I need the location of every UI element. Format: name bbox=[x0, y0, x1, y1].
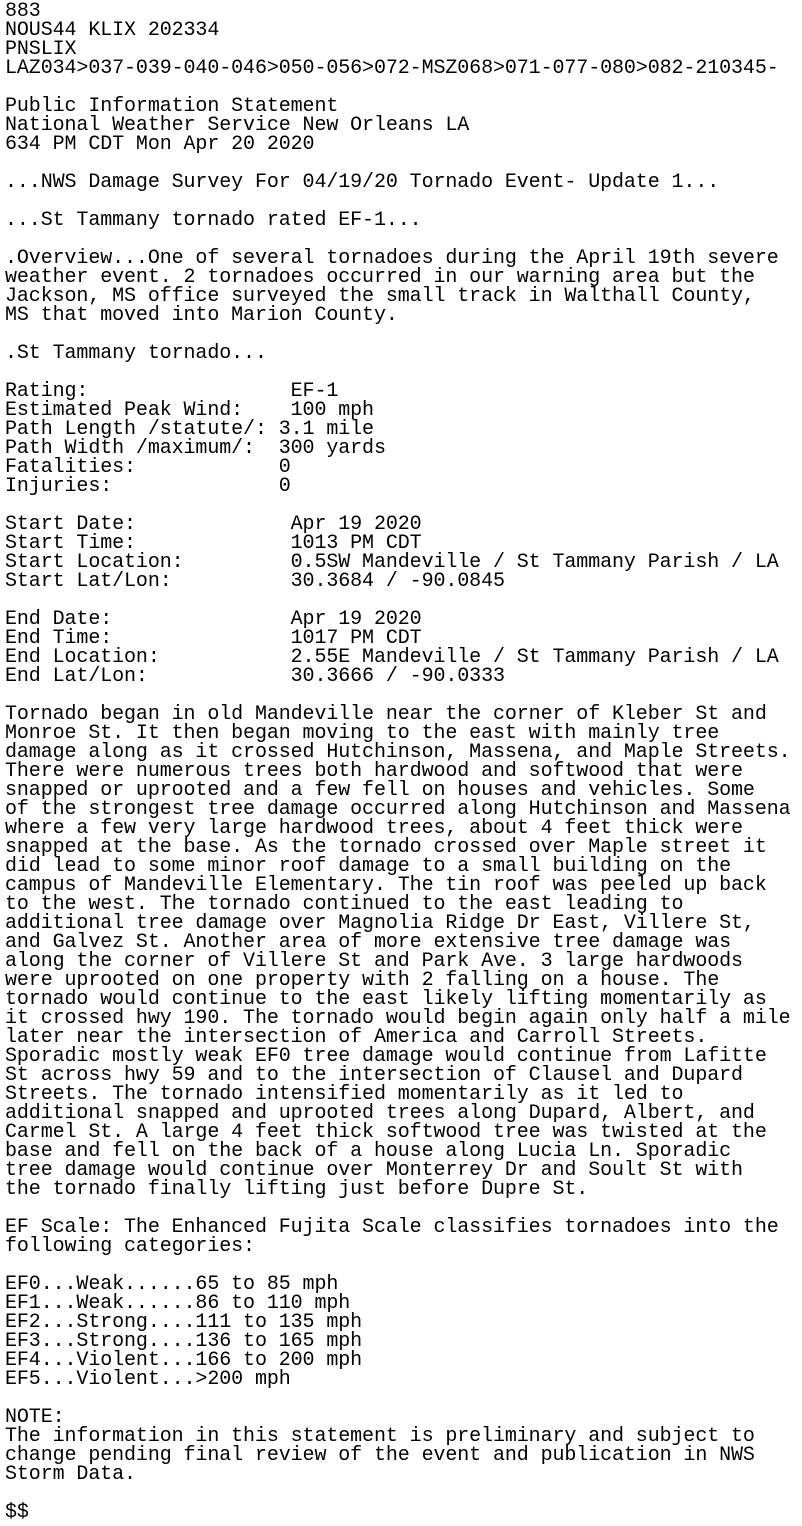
text-line: of the strongest tree damage occurred along Hutchinson and Massena bbox=[5, 798, 791, 821]
text-line: NOTE: bbox=[5, 1406, 65, 1429]
text-line: EF3...Strong....136 to 165 mph bbox=[5, 1330, 363, 1353]
text-line: 883 bbox=[5, 0, 41, 23]
text-line: PNSLIX bbox=[5, 38, 77, 61]
text-line: Start Time: 1013 PM CDT bbox=[5, 532, 422, 555]
text-line: snapped or uprooted and a few fell on houses and vehicles. Some bbox=[5, 779, 755, 802]
text-line: did lead to some minor roof damage to a small building on the bbox=[5, 855, 732, 878]
text-line: Streets. The tornado intensified momentarily as it led to bbox=[5, 1083, 684, 1106]
text-line: it crossed hwy 190. The tornado would begin again only half a mile bbox=[5, 1007, 791, 1030]
text-line: weather event. 2 tornadoes occurred in our warning area but the bbox=[5, 266, 755, 289]
text-line: tree damage would continue over Monterrey Dr and Soult St with bbox=[5, 1159, 743, 1182]
text-line: Path Width /maximum/: 300 yards bbox=[5, 437, 386, 460]
text-line: End Lat/Lon: 30.3666 / -90.0333 bbox=[5, 665, 505, 688]
text-line: damage along as it crossed Hutchinson, Massena, and Maple Streets. bbox=[5, 741, 791, 764]
text-line: Sporadic mostly weak EF0 tree damage would continue from Lafitte bbox=[5, 1045, 767, 1068]
text-line bbox=[5, 1484, 802, 1503]
text-line: Public Information Statement bbox=[5, 95, 339, 118]
text-line: later near the intersection of America and Carroll Streets. bbox=[5, 1026, 708, 1049]
text-line: LAZ034>037-039-040-046>050-056>072-MSZ068>071-077-080>082-210345- bbox=[5, 57, 779, 80]
text-line: and Galvez St. Another area of more extensive tree damage was bbox=[5, 931, 732, 954]
text-line: 634 PM CDT Mon Apr 20 2020 bbox=[5, 133, 315, 156]
text-line: $$ bbox=[5, 1501, 29, 1524]
text-line: Carmel St. A large 4 feet thick softwood tree was twisted at the bbox=[5, 1121, 767, 1144]
text-line: where a few very large hardwood trees, about 4 feet thick were bbox=[5, 817, 743, 840]
text-line: to the west. The tornado continued to the east leading to bbox=[5, 893, 684, 916]
text-line: following categories: bbox=[5, 1235, 255, 1258]
text-line: Path Length /statute/: 3.1 mile bbox=[5, 418, 374, 441]
text-line: The information in this statement is preliminary and subject to bbox=[5, 1425, 755, 1448]
text-line: EF5...Violent...>200 mph bbox=[5, 1368, 291, 1391]
text-line: along the corner of Villere St and Park Ave. 3 large hardwoods bbox=[5, 950, 743, 973]
text-line: Monroe St. It then began moving to the east with mainly tree bbox=[5, 722, 720, 745]
text-line: ...St Tammany tornado rated EF-1... bbox=[5, 209, 422, 232]
text-line: Fatalities: 0 bbox=[5, 456, 291, 479]
text-line: National Weather Service New Orleans LA bbox=[5, 114, 470, 137]
text-line: Tornado began in old Mandeville near the corner of Kleber St and bbox=[5, 703, 767, 726]
text-line: End Date: Apr 19 2020 bbox=[5, 608, 422, 631]
text-line: NOUS44 KLIX 202334 bbox=[5, 19, 220, 42]
text-line: Start Lat/Lon: 30.3684 / -90.0845 bbox=[5, 570, 505, 593]
text-line: .Overview...One of several tornadoes during the April 19th severe bbox=[5, 247, 779, 270]
text-line: There were numerous trees both hardwood and softwood that were bbox=[5, 760, 743, 783]
text-line: End Time: 1017 PM CDT bbox=[5, 627, 422, 650]
text-line: Injuries: 0 bbox=[5, 475, 291, 498]
text-line: Storm Data. bbox=[5, 1463, 136, 1486]
text-line: EF0...Weak......65 to 85 mph bbox=[5, 1273, 339, 1296]
text-line: the tornado finally lifting just before Dupre St. bbox=[5, 1178, 589, 1201]
text-line: were uprooted on one property with 2 falling on a house. The bbox=[5, 969, 720, 992]
text-line: .St Tammany tornado... bbox=[5, 342, 267, 365]
text-line: Rating: EF-1 bbox=[5, 380, 339, 403]
text-line: EF4...Violent...166 to 200 mph bbox=[5, 1349, 363, 1372]
text-line: EF2...Strong....111 to 135 mph bbox=[5, 1311, 363, 1334]
text-line: St across hwy 59 and to the intersection of Clausel and Dupard bbox=[5, 1064, 743, 1087]
text-line: Jackson, MS office surveyed the small track in Walthall County, bbox=[5, 285, 755, 308]
text-line: EF1...Weak......86 to 110 mph bbox=[5, 1292, 351, 1315]
text-line: change pending final review of the event and publication in NWS bbox=[5, 1444, 755, 1467]
text-line: additional snapped and uprooted trees along Dupard, Albert, and bbox=[5, 1102, 755, 1125]
text-line: additional tree damage over Magnolia Ridge Dr East, Villere St, bbox=[5, 912, 755, 935]
text-line: End Location: 2.55E Mandeville / St Tammany Parish / LA bbox=[5, 646, 779, 669]
text-line: campus of Mandeville Elementary. The tin roof was peeled up back bbox=[5, 874, 767, 897]
text-line: tornado would continue to the east likely lifting momentarily as bbox=[5, 988, 767, 1011]
text-line: Start Date: Apr 19 2020 bbox=[5, 513, 422, 536]
text-line: ...NWS Damage Survey For 04/19/20 Tornado Event- Update 1... bbox=[5, 171, 720, 194]
text-line bbox=[5, 1389, 802, 1408]
text-line: snapped at the base. As the tornado crossed over Maple street it bbox=[5, 836, 767, 859]
text-line: Start Location: 0.5SW Mandeville / St Tammany Parish / LA bbox=[5, 551, 779, 574]
text-line: EF Scale: The Enhanced Fujita Scale classifies tornadoes into the bbox=[5, 1216, 779, 1239]
text-line: MS that moved into Marion County. bbox=[5, 304, 398, 327]
text-line: Estimated Peak Wind: 100 mph bbox=[5, 399, 374, 422]
text-line: base and fell on the back of a house along Lucia Ln. Sporadic bbox=[5, 1140, 732, 1163]
